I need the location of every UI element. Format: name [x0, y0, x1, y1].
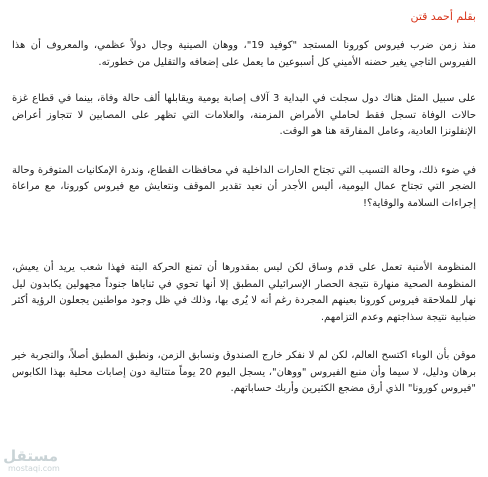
article-paragraph: موقن بأن الوباء اكتسح العالم، لكن لم لا نفكر خارج الصندوق ونسابق الزمن، ونطبق المطبق أصلاً، والتجربة خير برهان ودليل، لا سيما وأن منبع الفيروس "ووهان"، يسجل اليوم 20 يوماً متتالية دون إصابات محلية بهذا الكابوس "فيروس كورونا" الذي أرق مضجع الكثيرين وأربك حساباتهم.: [12, 350, 476, 394]
article-paragraph: في ضوء ذلك، وحالة التسيب التي تجتاح الحارات الداخلية في محافظات القطاع، وندرة الإمكانيات المتوفرة وحالة الضجر التي تجتاح عمال اليومية، أليس الأجدر أن نعيد تقدير الموقف ونتعايش مع فيروس كورونا، مع مراعاة إجراءات السلامة والوقاية؟!: [12, 164, 476, 209]
article-paragraph: المنظومة الأمنية تعمل على قدم وساق لكن ليس بمقدورها أن تمنع الحركة البتة فهذا شعب يريد أن يعيش، المنظومة الصحية منهارة نتيجة الحصار الإسرائيلي المطبق إلا أنها تحوي في ثناياها جنوداً مجهولين يكابدون ليل نهار للملاحقة فيروس كورونا بعينهم المجردة رغم أنه لا يُرى بها، وذلك في ظل وجود مواطنين يجعلون الرؤية أكثر ضبابية نتيجة سذاجتهم وعدم التزامهم.: [12, 262, 476, 323]
article-author: بقلم أحمد قتن: [410, 10, 476, 23]
watermark-latin: mostaqi.com: [8, 464, 60, 473]
site-watermark: [3, 447, 60, 473]
article-paragraph: على سبيل المثل هناك دول سجلت في البداية 3 آلاف إصابة يومية ويقابلها ألف حالة وفاة، بينما في قطاع غزة حالات الوفاة تسجل فقط لحاملي الأمراض المزمنة، والعلامات التي تظهر على المصابين لا تتجاوز أعراض الإنفلونزا العادية، وعامل المفارقة هنا هو الوقت.: [12, 93, 477, 137]
watermark-arabic: مستقل: [3, 447, 58, 465]
article-paragraph: منذ زمن ضرب فيروس كورونا المستجد "كوفيد 19"، ووهان الصينية وجال دولاً عظمي، والمعروف أن هذا الفيروس التاجي يغير حضنه الأميني كل أسبوعين ما يعمل على إضعافه والتقليل من خطورته.: [12, 40, 476, 68]
